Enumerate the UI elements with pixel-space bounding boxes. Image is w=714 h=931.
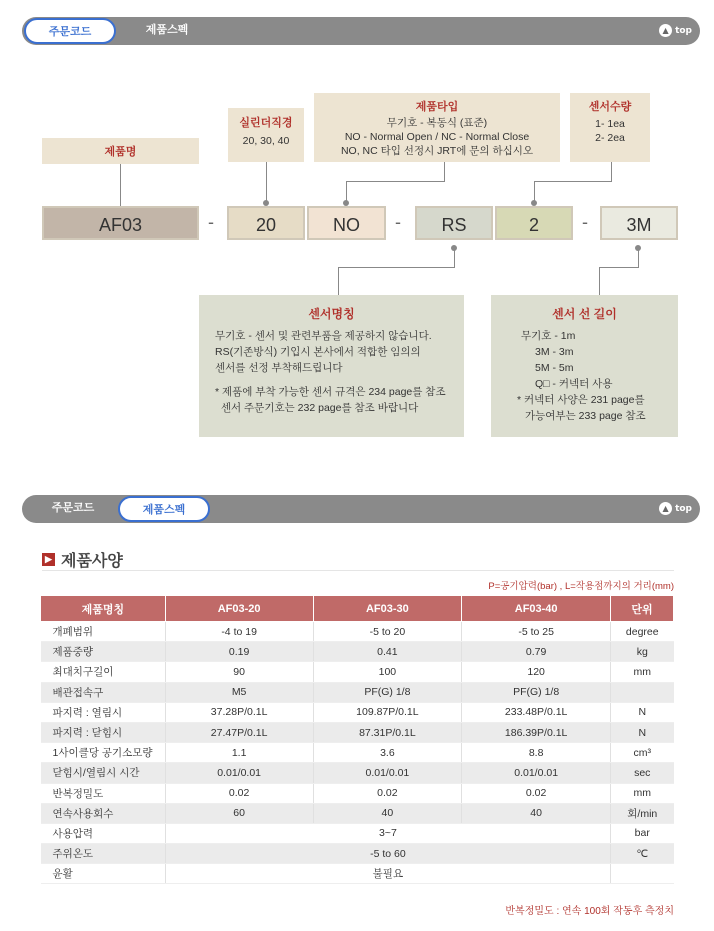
type-title: 제품타입 (415, 101, 459, 113)
table-cell: 불필요 (165, 864, 610, 884)
sensor-name-line-1: 무기호 - 센서 및 관련부품을 제공하지 않습니다. (215, 330, 432, 342)
tab-order-code[interactable]: 주문코드 (51, 501, 95, 514)
table-cell: N (611, 722, 674, 742)
table-cell: PF(G) 1/8 (462, 682, 611, 702)
table-cell: mm (611, 662, 674, 682)
top-label: top (675, 25, 692, 36)
sensor-length-title: 센서 선 길이 (552, 307, 617, 321)
code-sensor: RS (415, 206, 493, 240)
tab-bar-bottom (22, 495, 700, 523)
sensor-length-box (491, 295, 678, 437)
table-cell: 0.02 (313, 783, 462, 803)
connector-line (346, 181, 445, 182)
table-row (41, 702, 674, 722)
connector-line (454, 248, 455, 268)
table-cell: 8.8 (462, 743, 611, 763)
table-row (41, 642, 674, 662)
code-type: NO (307, 206, 386, 240)
table-row (41, 743, 674, 763)
tab-product-spec[interactable]: 제품스펙 (145, 23, 189, 36)
code-qty: 2 (495, 206, 573, 240)
table-row (41, 783, 674, 803)
bore-title: 실린더직경 (239, 117, 293, 129)
sensor-qty-line-1: 1- 1ea (595, 118, 625, 130)
connector-line (599, 267, 600, 295)
code-length: 3M (600, 206, 678, 240)
type-line-3: NO, NC 타입 선정시 JRT에 문의 하십시오 (340, 145, 534, 157)
table-cell: 3~7 (165, 823, 610, 843)
table-cell: 37.28P/0.1L (165, 702, 313, 722)
table-cell: 60 (165, 803, 313, 823)
type-line-1: 무기호 - 복동식 (표준) (386, 117, 488, 129)
tab-bar-top (22, 17, 700, 45)
table-cell: 90 (165, 662, 313, 682)
connector-line (611, 162, 612, 182)
connector-line (266, 162, 267, 202)
header-cell: 단위 (611, 596, 674, 622)
table-cell: 3.6 (313, 743, 462, 763)
chevron-up-icon: ▲ (659, 502, 672, 515)
sensor-length-line-1: 무기호 - 1m (521, 330, 576, 342)
table-cell: 0.19 (165, 642, 313, 662)
table-row (41, 662, 674, 682)
table-cell: 닫힘시/열림시 시간 (41, 763, 166, 783)
heading-divider (42, 570, 674, 571)
connector-line (338, 267, 339, 295)
table-cell: 반복정밀도 (41, 783, 166, 803)
connector-line (120, 164, 121, 206)
sensor-name-box (199, 295, 464, 437)
sensor-name-title: 센서명칭 (308, 307, 355, 321)
sensor-qty-title: 센서수량 (588, 101, 632, 113)
table-cell: 186.39P/0.1L (462, 722, 611, 742)
code-dash: - (395, 212, 401, 232)
table-cell: 0.02 (462, 783, 611, 803)
table-cell: 0.01/0.01 (462, 763, 611, 783)
sensor-length-line-4: Q□ - 커넥터 사용 (535, 378, 613, 390)
product-name-title: 제품명 (104, 146, 137, 158)
header-cell: 제품명칭 (41, 596, 166, 622)
table-cell (611, 682, 674, 702)
sensor-length-line-6: 가능여부는 233 page 참조 (525, 410, 646, 422)
table-row (41, 622, 674, 642)
chevron-up-icon: ▲ (659, 24, 672, 37)
table-cell: sec (611, 763, 674, 783)
table-cell: 파지력 : 닫힘시 (41, 722, 166, 742)
connector-line (599, 267, 639, 268)
connector-line (338, 267, 455, 268)
table-header-row (41, 596, 674, 622)
table-cell: 0.01/0.01 (165, 763, 313, 783)
spec-table (40, 595, 674, 884)
table-cell: 40 (462, 803, 611, 823)
product-name-label (42, 138, 199, 164)
sensor-length-line-2: 3M - 3m (535, 346, 574, 358)
header-cell: AF03-30 (313, 596, 462, 622)
unit-note: P=공기압력(bar) , L=작용점까지의 거리(mm) (488, 581, 674, 592)
table-cell: 최대치구길이 (41, 662, 166, 682)
table-row (41, 864, 674, 884)
table-cell: cm³ (611, 743, 674, 763)
sensor-name-note-1: * 제품에 부착 가능한 센서 규격은 234 page를 참조 (215, 386, 446, 398)
table-cell: 1사이클당 공기소모량 (41, 743, 166, 763)
table-cell: M5 (165, 682, 313, 702)
code-bore: 20 (227, 206, 305, 240)
table-row (41, 682, 674, 702)
table-cell: ℃ (611, 844, 674, 864)
table-row (41, 722, 674, 742)
tab-order-code[interactable]: 주문코드 (24, 18, 116, 44)
code-dash: - (582, 212, 588, 232)
table-cell: 109.87P/0.1L (313, 702, 462, 722)
table-cell: N (611, 702, 674, 722)
table-cell: degree (611, 622, 674, 642)
spec-heading-text: 제품사양 (61, 553, 123, 570)
table-cell: 연속사용회수 (41, 803, 166, 823)
code-dash: - (208, 212, 214, 232)
table-cell: 주위온도 (41, 844, 166, 864)
connector-line (534, 181, 612, 182)
header-cell: AF03-40 (462, 596, 611, 622)
table-row (41, 844, 674, 864)
bore-values: 20, 30, 40 (242, 135, 290, 147)
table-cell: 87.31P/0.1L (313, 722, 462, 742)
table-cell: 120 (462, 662, 611, 682)
sensor-qty-label (570, 93, 650, 162)
sensor-length-line-5: * 커넥터 사양은 231 page를 (517, 394, 645, 406)
table-cell: 40 (313, 803, 462, 823)
table-cell: 배관접속구 (41, 682, 166, 702)
type-line-2: NO - Normal Open / NC - Normal Close (344, 131, 530, 143)
table-cell: bar (611, 823, 674, 843)
sensor-length-line-3: 5M - 5m (535, 362, 574, 374)
sensor-qty-line-2: 2- 2ea (595, 132, 625, 144)
connector-line (444, 162, 445, 182)
arrow-right-icon: ▶ (42, 553, 55, 566)
bore-label (228, 108, 304, 162)
table-cell: 사용압력 (41, 823, 166, 843)
table-cell: 1.1 (165, 743, 313, 763)
table-cell: -5 to 60 (165, 844, 610, 864)
table-cell: 27.47P/0.1L (165, 722, 313, 742)
top-label: top (675, 503, 692, 514)
table-cell: 회/min (611, 803, 674, 823)
spec-heading (42, 548, 123, 571)
table-cell: -4 to 19 (165, 622, 313, 642)
code-model: AF03 (42, 206, 199, 240)
table-cell: 0.41 (313, 642, 462, 662)
table-cell: 0.79 (462, 642, 611, 662)
table-row (41, 803, 674, 823)
table-cell: 파지력 : 열림시 (41, 702, 166, 722)
connector-line (638, 248, 639, 268)
foot-note: 반복정밀도 : 연속 100회 작동후 측정치 (505, 906, 674, 917)
top-link[interactable] (659, 502, 692, 515)
table-cell: -5 to 25 (462, 622, 611, 642)
table-cell: mm (611, 783, 674, 803)
sensor-name-line-3: 센서를 선정 부착해드립니다 (215, 362, 343, 374)
table-cell: PF(G) 1/8 (313, 682, 462, 702)
table-cell: 233.48P/0.1L (462, 702, 611, 722)
table-cell: 0.01/0.01 (313, 763, 462, 783)
table-cell: 개폐범위 (41, 622, 166, 642)
table-cell: 100 (313, 662, 462, 682)
table-cell: kg (611, 642, 674, 662)
sensor-name-line-2: RS(기존방식) 기입시 본사에서 적합한 임의의 (215, 346, 421, 358)
table-row (41, 763, 674, 783)
tab-product-spec[interactable]: 제품스펙 (118, 496, 210, 522)
table-cell: -5 to 20 (313, 622, 462, 642)
top-link[interactable] (659, 24, 692, 37)
table-cell: 윤활 (41, 864, 166, 884)
sensor-name-note-2: 센서 주문기호는 232 page를 참조 바랍니다 (215, 402, 419, 414)
table-cell (611, 864, 674, 884)
type-label (314, 93, 560, 162)
table-cell: 제품중량 (41, 642, 166, 662)
header-cell: AF03-20 (165, 596, 313, 622)
table-cell: 0.02 (165, 783, 313, 803)
table-row (41, 823, 674, 843)
